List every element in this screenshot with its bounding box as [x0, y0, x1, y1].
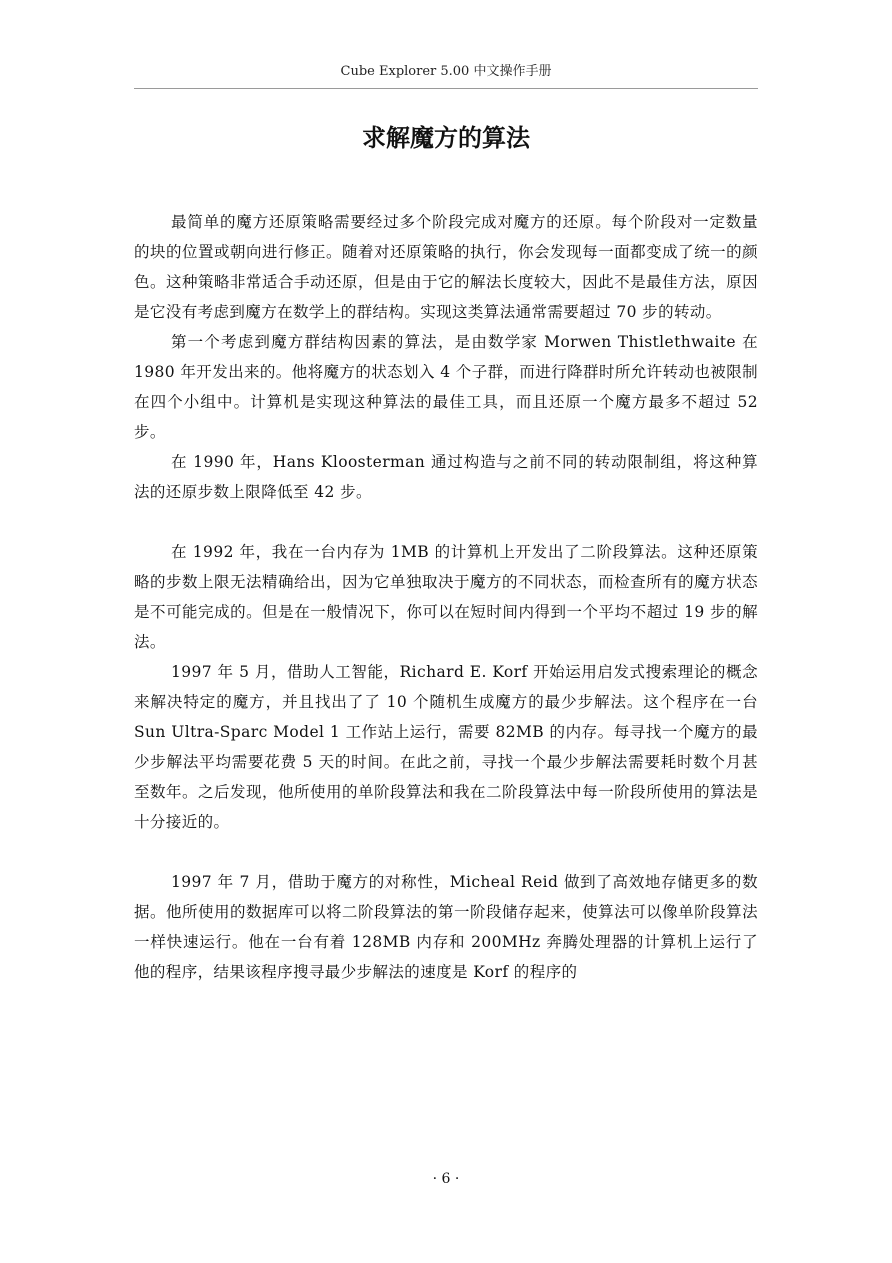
paragraph-reid: 1997 年 7 月，借助于魔方的对称性，Micheal Reid 做到了高效地存储更多的数据。他所使用的数据库可以将二阶段算法的第一阶段储存起来，使算法可以像单阶段算法一样快速运行。他在一台有着 128MB 内存和 200MHz 奔腾处理器的计算机上运行了他的程序，结果该程序搜寻最少步解法的速度是 Korf 的程序的: [134, 873, 758, 981]
body-text: [134, 207, 758, 987]
paragraph-kloosterman: 在 1990 年，Hans Kloosterman 通过构造与之前不同的转动限制组，将这种算法的还原步数上限降低至 42 步。: [134, 453, 758, 501]
page-title: 求解魔方的算法: [362, 124, 530, 152]
paragraph-two-phase: 在 1992 年，我在一台内存为 1MB 的计算机上开发出了二阶段算法。这种还原策略的步数上限无法精确给出，因为它单独取决于魔方的不同状态，而检查所有的魔方状态是不可能完成的。但是在一般情况下，你可以在短时间内得到一个平均不超过 19 步的解法。: [134, 543, 758, 651]
running-header: Cube Explorer 5.00 中文操作手册: [340, 64, 552, 79]
page-number: · 6 ·: [432, 1171, 460, 1187]
header-divider: [134, 88, 758, 89]
paragraph-korf: 1997 年 5 月，借助人工智能，Richard E. Korf 开始运用启发式搜索理论的概念来解决特定的魔方，并且找出了了 10 个随机生成魔方的最少步解法。这个程序在一台 Sun Ultra-Sparc Model 1 工作站上运行，需要 82MB 的内存。每寻找一个魔方的最少步解法平均需要花费 5 天的时间。在此之前，寻找一个最少步解法需要耗时数个月甚至数年。之后发现，他所使用的单阶段算法和我在二阶段算法中每一阶段所使用的算法是十分接近的。: [134, 663, 758, 831]
paragraph-thistlethwaite: 第一个考虑到魔方群结构因素的算法，是由数学家 Morwen Thistlethwaite 在 1980 年开发出来的。他将魔方的状态划入 4 个子群，而进行降群时所允许转动也被限制在四个小组中。计算机是实现这种算法的最佳工具，而且还原一个魔方最多不超过 52 步。: [134, 333, 758, 441]
paragraph-simple-strategy: 最简单的魔方还原策略需要经过多个阶段完成对魔方的还原。每个阶段对一定数量的块的位置或朝向进行修正。随着对还原策略的执行，你会发现每一面都变成了统一的颜色。这种策略非常适合手动还原，但是由于它的解法长度较大，因此不是最佳方法，原因是它没有考虑到魔方在数学上的群结构。实现这类算法通常需要超过 70 步的转动。: [134, 213, 758, 321]
